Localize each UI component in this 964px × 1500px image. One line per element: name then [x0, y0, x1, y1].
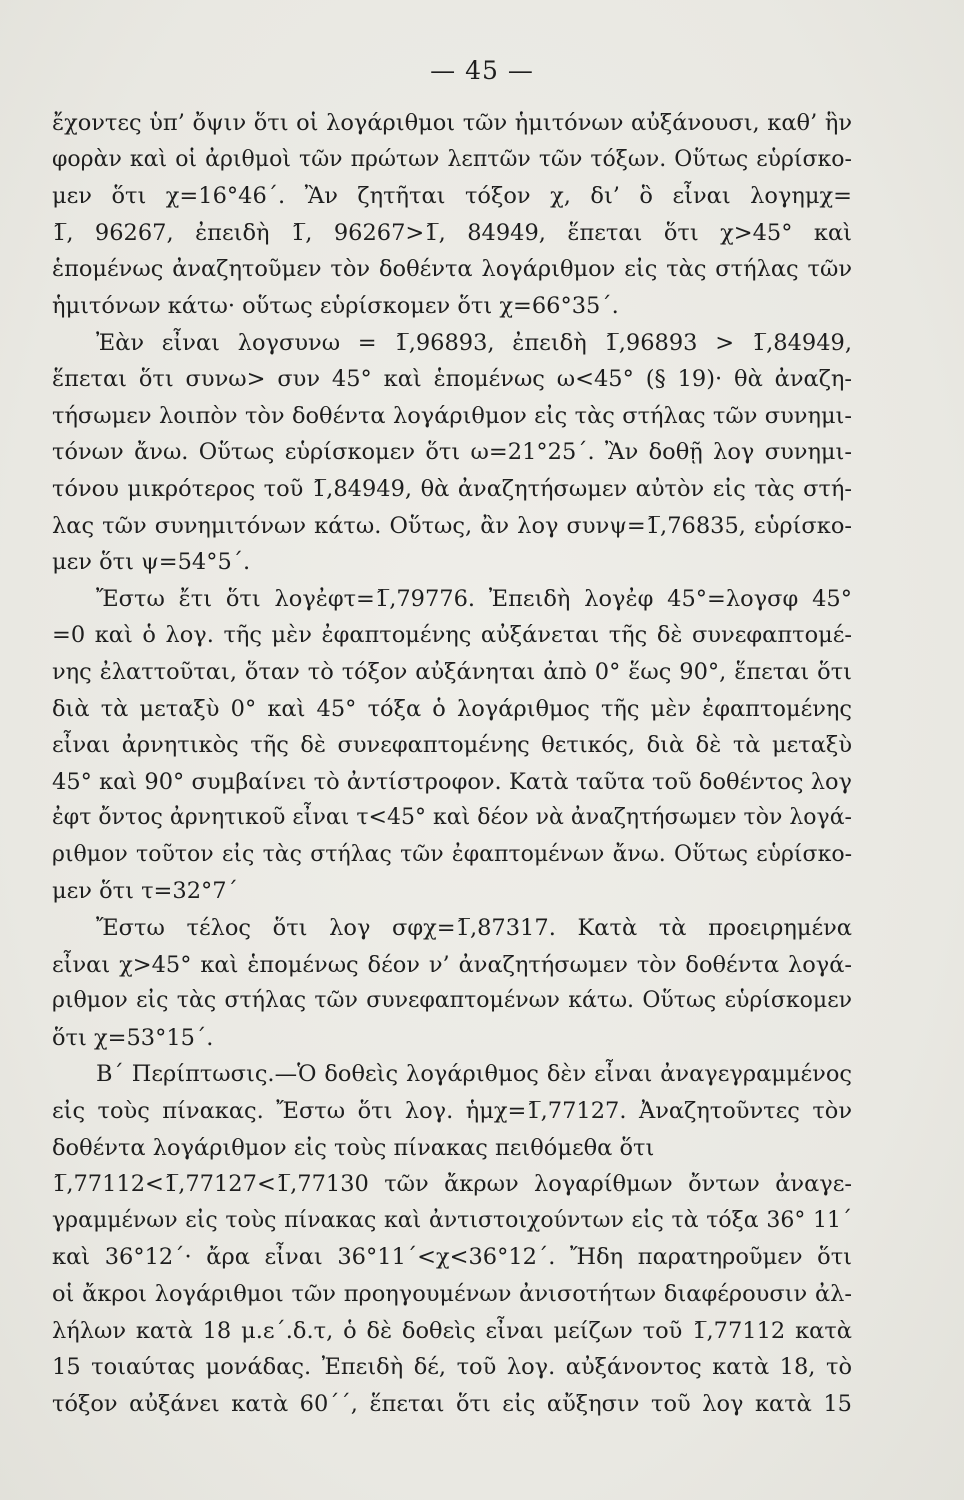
text-line: Ἔστω τέλος ὅτι λογ σφχ=1̅,87317. Κατὰ τὰ προειρημένα — [96, 915, 852, 942]
text-line: οἱ ἄκροι λογάριθμοι τῶν προηγουμένων ἀνισοτήτων διαφέρουσιν ἀλ- — [52, 1281, 852, 1307]
text-line: ἐφτ ὄντος ἀρνητικοῦ εἶναι τ<45° καὶ δέον νὰ ἀναζητήσωμεν τὸν λογά- — [52, 805, 852, 831]
text-line: ὅτι χ=53°15΄. — [52, 1024, 214, 1051]
text-line: καὶ 36°12΄· ἄρα εἶναι 36°11΄<χ<36°12΄. Ἤδη παρατηροῦμεν ὅτι — [52, 1244, 852, 1271]
text-line: τόνου μικρότερος τοῦ 1̅,84949, θὰ ἀναζητήσωμεν αὐτὸν εἰς τὰς στή- — [52, 475, 852, 502]
text-line: εἶναι ἀρνητικὸς τῆς δὲ συνεφαπτομένης θετικός, διὰ δὲ τὰ μεταξὺ — [52, 732, 852, 759]
body-text — [52, 105, 852, 1422]
page-number: — 45 — — [430, 56, 534, 85]
text-line: εἶναι χ>45° καὶ ἑπομένως δέον ν’ ἀναζητήσωμεν τὸν δοθέντα λογά- — [52, 951, 852, 978]
text-line: ἕπεται ὅτι συνω> συν 45° καὶ ἑπομένως ω<45° (§ 19)· θὰ ἀναζη- — [52, 366, 852, 393]
text-line: λήλων κατὰ 18 μ.ε΄.δ.τ, ὁ δὲ δοθεὶς εἶναι μείζων τοῦ 1̅,77112 κατὰ — [52, 1317, 852, 1344]
text-line: διὰ τὰ μεταξὺ 0° καὶ 45° τόξα ὁ λογάριθμος τῆς μὲν ἐφαπτομένης — [52, 695, 852, 722]
text-line: ριθμον εἰς τὰς στήλας τῶν συνεφαπτομένων κάτω. Οὕτως εὑρίσκομεν — [52, 988, 852, 1014]
text-line: 1̅, 96267, ἐπειδὴ 1̅, 96267>1̅, 84949, ἕπεται ὅτι χ>45° καὶ — [52, 219, 852, 246]
text-line: τήσωμεν λοιπὸν τὸν δοθέντα λογάριθμον εἰς τὰς στήλας τῶν συνημι- — [52, 402, 852, 429]
text-line: λας τῶν συνημιτόνων κάτω. Οὕτως, ἂν λογ συνψ=1̅,76835, εὑρίσκο- — [52, 512, 852, 539]
text-line: =0 καὶ ὁ λογ. τῆς μὲν ἐφαπτομένης αὐξάνεται τῆς δὲ συνεφαπτομέ- — [52, 622, 852, 649]
text-line: εἰς τοὺς πίνακας. Ἔστω ὅτι λογ. ἡμχ=1̅,77127. Ἀναζητοῦντες τὸν — [52, 1098, 852, 1125]
text-line: Β΄ Περίπτωσις.—Ὁ δοθεὶς λογάριθμος δὲν εἶναι ἀναγεγραμμένος — [96, 1061, 852, 1088]
text-line: μεν ὅτι τ=32°7΄ — [52, 878, 238, 905]
text-line: ἔχοντες ὑπ’ ὄψιν ὅτι οἱ λογάριθμοι τῶν ἡμιτόνων αὐξάνουσι, καθ’ ἣν — [52, 110, 852, 136]
text-line: γραμμένων εἰς τοὺς πίνακας καὶ ἀντιστοιχούντων εἰς τὰ τόξα 36° 11΄ — [52, 1207, 852, 1233]
text-line: δοθέντα λογάριθμον εἰς τοὺς πίνακας πειθόμεθα ὅτι — [52, 1134, 655, 1161]
text-line: 1̅,77112<1̅,77127<1̅,77130 τῶν ἄκρων λογαρίθμων ὄντων ἀναγε- — [52, 1171, 852, 1198]
text-line: τόνων ἄνω. Οὕτως εὑρίσκομεν ὅτι ω=21°25΄. Ἂν δοθῇ λογ συνημι- — [52, 439, 852, 466]
text-line: ἡμιτόνων κάτω· οὕτως εὑρίσκομεν ὅτι χ=66°35΄. — [52, 292, 619, 319]
text-line: 15 τοιαύτας μονάδας. Ἐπειδὴ δέ, τοῦ λογ. αὐξάνοντος κατὰ 18, τὸ — [52, 1354, 852, 1381]
text-line: μεν ὅτι χ=16°46΄. Ἂν ζητῆται τόξον χ, δι’ ὃ εἶναι λογημχ= — [52, 183, 852, 210]
text-line: μεν ὅτι ψ=54°5΄. — [52, 549, 251, 576]
text-line: τόξον αὐξάνει κατὰ 60΄΄, ἕπεται ὅτι εἰς αὔξησιν τοῦ λογ κατὰ 15 — [52, 1390, 852, 1417]
text-line: Ἔστω ἔτι ὅτι λογἐφτ=1̅,79776. Ἐπειδὴ λογἐφ 45°=λογσφ 45° — [96, 585, 852, 612]
text-line: Ἐὰν εἶναι λογσυνω = 1̅,96893, ἐπειδὴ 1̅,96893 > 1̅,84949, — [96, 329, 852, 356]
text-line: νης ἐλαττοῦται, ὅταν τὸ τόξον αὐξάνηται ἀπὸ 0° ἕως 90°, ἕπεται ὅτι — [52, 658, 852, 685]
text-line: ἑπομένως ἀναζητοῦμεν τὸν δοθέντα λογάριθμον εἰς τὰς στήλας τῶν — [52, 256, 852, 283]
text-line: φορὰν καὶ οἱ ἀριθμοὶ τῶν πρώτων λεπτῶν τῶν τόξων. Οὕτως εὑρίσκο- — [52, 146, 852, 172]
text-line: ριθμον τοῦτον εἰς τὰς στήλας τῶν ἐφαπτομένων ἄνω. Οὕτως εὑρίσκο- — [52, 841, 852, 867]
text-line: 45° καὶ 90° συμβαίνει τὸ ἀντίστροφον. Κατὰ ταῦτα τοῦ δοθέντος λογ — [52, 768, 852, 795]
